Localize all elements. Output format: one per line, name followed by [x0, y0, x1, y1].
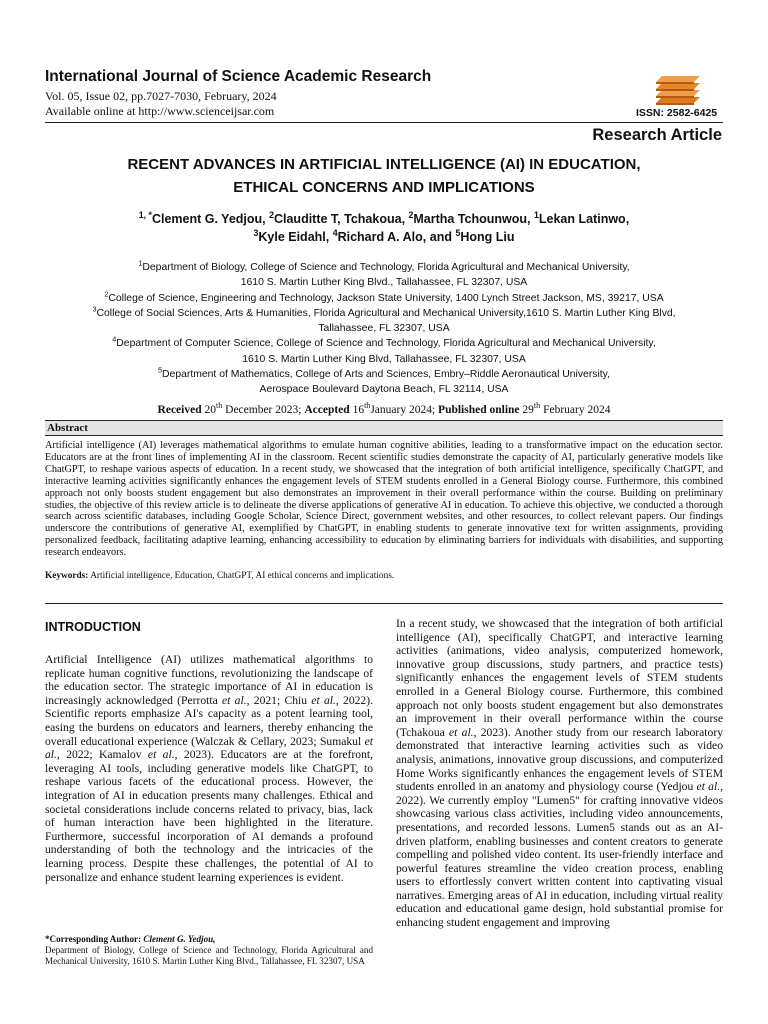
article-type: Research Article [592, 126, 722, 144]
keywords-label: Keywords: [45, 571, 89, 582]
paper-title [45, 153, 723, 199]
corresponding-author-note [45, 934, 373, 967]
introduction-heading: INTRODUCTION [45, 620, 141, 634]
volume-issue-line: Vol. 05, Issue 02, pp.7027-7030, February, 2024 [45, 89, 277, 103]
affiliations [45, 260, 723, 398]
author-sup: 2 [269, 209, 274, 220]
affiliation-1: $^1$Department of Biology, College of Science and Technology, Florida Agricultural and Mechanical University, 1610 S. Martin Luther King Blvd., Tallahassee, FL 32307, USA [138, 258, 630, 289]
corresponding-author-name: Clement G. Yedjou, [143, 934, 216, 944]
corresponding-author-label: *Corresponding Author: [45, 934, 142, 944]
corresponding-author-address: Department of Biology, College of Science and Technology, Florida Agricultural and Mechanical University, 1610 S. Martin Luther King Blvd., Tallahassee, FL 32307, USA [45, 945, 373, 966]
journal-name: International Journal of Science Academic Research [45, 68, 432, 85]
abstract-heading: Abstract [45, 421, 723, 436]
journal-logo-icon [636, 72, 716, 108]
accepted-label: Accepted [304, 404, 350, 416]
affiliation-3: $^3$College of Social Sciences, Arts & Humanities, Florida Agricultural and Mechanical University,1610 S. Martin Luther King Blvd, Tallahassee, FL 32307, USA [92, 304, 676, 335]
title-line-1: RECENT ADVANCES IN ARTIFICIAL INTELLIGENCE (AI) IN EDUCATION, [127, 156, 641, 173]
journal-header [45, 68, 725, 119]
author-list [45, 210, 723, 246]
title-line-2: ETHICAL CONCERNS AND IMPLICATIONS [233, 179, 535, 196]
abstract-section [45, 420, 723, 604]
author-sup: 1, * [138, 209, 152, 220]
issn: ISSN: 2582-6425 [636, 107, 718, 119]
author-line-1: $^{1, *}$Clement G. Yedjou, $^2$Clauditte T, Tchakoua, $^2$Martha Tchounwou, $^1$Lekan Latinwo, [138, 209, 630, 226]
author-line-2: $^3$Kyle Eidahl, $^4$Richard A. Alo, and $^5$Hong Liu [253, 227, 515, 244]
intro-paragraph-left: Artificial Intelligence (AI) utilizes mathematical algorithms to replicate human cognitive functions, revolutionizing the landscape of the education sector. The strategic importance of AI in education is increasingly acknowledged (Perrotta et al., 2021; Chiu et al., 2022). Scientific reports emphasize AI's capacity as a potent learning tool, easing the burdens on educators and learners, thereby enhancing the overall educational experience (Walczak & Cellary, 2023; Sumakul et al., 2022; Kamalov et al., 2023). Educators are at the forefront, leveraging AI tools, including generative models like ChatGPT, to reshape various facets of the educational process. However, the integration of AI in education presents many challenges. Ethical and societal considerations include concerns related to privacy, bias, lack of human interaction have been highlighted in the literature. Furthermore, successful incorporation of AI demands a profound understanding of both the technology and the intricacies of the learning process. Despite these challenges, the potential of AI to personalize and enhance student learning experiences is evident. [45, 653, 373, 884]
author-name: Martha Tchounwou [413, 212, 528, 226]
affiliation-5: $^5$Department of Mathematics, College of Arts and Sciences, Embry–Riddle Aeronautical University, Aerospace Boulevard Daytona Beach, FL 32114, USA [157, 365, 610, 396]
publication-dates: Received 20th December 2023; Accepted 16thJanuary 2024; Published online 29th February 2024 [157, 401, 611, 416]
abstract-divider [45, 603, 723, 604]
author-name: Hong Liu [460, 230, 515, 244]
author-sup: 5 [455, 227, 461, 238]
affiliation-2: $^2$College of Science, Engineering and Technology, Jackson State University, 1400 Lynch Street Jackson, MS, 39217, USA [104, 289, 664, 304]
author-sup: 1 [534, 209, 539, 220]
author-name: Lekan Latinwo [538, 212, 626, 226]
author-name: Kyle Eidahl [258, 230, 326, 244]
abstract-text: Artificial intelligence (AI) leverages mathematical algorithms to emulate human cognitive abilities, leading to a transformative impact on the education sector. Educators are at the front lines of implementing AI in the classroom. Recent scientific studies demonstrate the capacity of AI, particularly generative models like ChatGPT, to reshape various aspects of education. In a recent study, we showcased that the integration of both artificial intelligence, specifically ChatGPT, and interactive learning activities significantly enhances the engagement levels of STEM students enrolled in a General Biology course. Furthermore, this combined approach not only boosts student engagement but also demonstrates an improvement in their overall performance within the course. Building on preliminary studies, the objective of this review article is to delineate the diverse applications of generative AI in education. To achieve this objective, we conducted a thorough search across scientific databases, including Google Scholar, Science Direct, government websites, and other resources, to collect relevant papers. Our findings underscore the contributions of generative AI, exemplified by ChatGPT, in enabling students to generate innovative text for written assignments, providing personalized feedback, facilitating adaptive learning, enhancing accessibility to education by eliminating barriers for individuals with disabilities, and supporting research endeavors. [45, 440, 723, 559]
received-label: Received [157, 404, 202, 416]
availability-line: Available online at http://www.scienceijsar.com [45, 104, 275, 118]
keywords-text: Artificial intelligence, Education, ChatGPT, AI ethical concerns and implications. [90, 571, 395, 582]
author-sup: 4 [332, 227, 338, 238]
author-name: Richard A. Alo [337, 230, 423, 244]
author-sup: 2 [408, 209, 414, 220]
header-divider [45, 122, 723, 123]
published-label: Published online [438, 404, 520, 416]
right-column [396, 617, 723, 930]
author-name: Clauditte T, Tchakoua [273, 212, 402, 226]
affiliation-4: $^4$Department of Computer Science, College of Science and Technology, Florida Agricultural and Mechanical University, 1610 S. Martin Luther King Blvd, Tallahassee, FL 32307, USA [112, 335, 656, 365]
author-name: Clement G. Yedjou [151, 212, 263, 226]
keywords [45, 571, 723, 581]
left-column [45, 620, 373, 884]
author-sup: 3 [253, 227, 259, 238]
intro-paragraph-right: In a recent study, we showcased that the integration of both artificial intelligence (AI), specifically ChatGPT, and interactive learning activities (animations, video analysis, computerized homework, innovative group discussions, study partners, and practice tests) significantly enhances the engagement levels of STEM students enrolled in a General Biology course. Furthermore, this combined approach not only boosts student engagement but also demonstrates an improvement in their overall performance within the course (Tchakoua et al., 2023). Another study from our research laboratory demonstrated that interactive learning activities such as video analysis, animations, innovative group discussions, and computerized Home Works significantly enhances the engagement levels of STEM students enrolled in an anatomy and physiology course (Yedjou et al., 2022). We currently employ "Lumen5" for crafting innovative videos showcasing various class activities, including video announcements, presentations, and recorded lessons. Lumen5 stands out as an AI-driven platform, enabling businesses and content creators to generate compelling and polished video content. Its user-friendly interface and powerful features streamline the video creation process, enabling users to effortlessly convert written content into captivating visual narratives. Emerging areas of AI in education, including virtual reality education and educational game design, hold substantial promise for enhancing student engagement and improving [396, 617, 723, 930]
